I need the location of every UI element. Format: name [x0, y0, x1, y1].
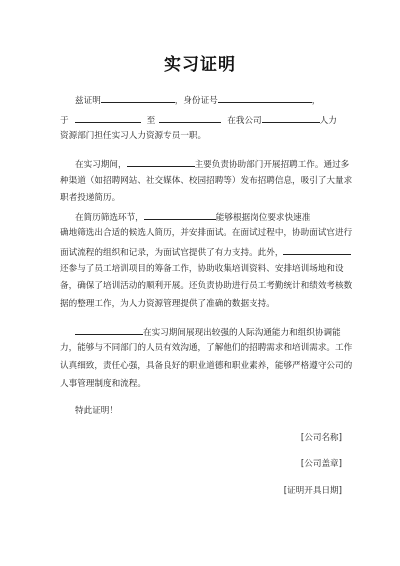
p3-line3: 认真细致，责任心强，具备良好的职业道德和职业素养，能够严格遵守公司的 [60, 361, 353, 371]
p2-line4: 在简历筛选环节， 能够根据岗位要求快速准 [75, 210, 310, 224]
intern-name-blank-1[interactable] [127, 157, 195, 167]
p3-line2: 力，能够与不同部门的人员有效沟通，了解他们的招聘需求和培训需求。工作 [60, 343, 353, 353]
name-blank[interactable] [101, 93, 175, 103]
p2-line7: 还参与了员工培训项目的筹备工作，协助收集培训资料、安排培训场地和设 [60, 264, 344, 274]
end-date-blank[interactable] [159, 113, 221, 123]
p2-line6: 面试流程的组织和记录，为面试官提供了有力支持。此外， [60, 245, 351, 259]
p3-line4: 人事管理制度和流程。 [60, 379, 146, 389]
start-date-blank[interactable] [75, 113, 141, 123]
document-title: 实习证明 [164, 55, 236, 75]
intern-name-blank-3[interactable] [283, 245, 351, 255]
p2-line2: 种渠道（如招聘网站、社交媒体、校园招聘等）发布招聘信息，吸引了大量求 [60, 176, 353, 186]
p2-line3: 职者投递简历。 [60, 193, 121, 203]
id-number-blank[interactable] [218, 93, 312, 103]
issue-date: [证明开具日期] [283, 486, 342, 496]
company-seal: [公司盖章] [300, 459, 342, 469]
p2-line9: 据的整理工作，为人力资源管理提供了准确的数据支持。 [60, 299, 275, 309]
p2-line1: 在实习期间， 主要负责协助部门开展招聘工作。通过多 [75, 157, 349, 171]
intern-name-blank-4[interactable] [75, 325, 143, 335]
p1-line1: 兹证明 ，身份证号 ， [75, 93, 320, 107]
p3-line1: 在实习期间展现出较强的人际沟通能力和组织协调能 [75, 325, 341, 339]
p1-line2: 于 至 在我公司 人力 [60, 113, 337, 127]
p2-line5: 确地筛选出合适的候选人简历，并安排面试。在面试过程中，协助面试官进行 [60, 228, 353, 238]
intern-name-blank-2[interactable] [144, 210, 216, 220]
company-name: [公司名称] [300, 433, 342, 443]
p1-line3: 资源部门担任实习人力资源专员一职。 [60, 131, 207, 141]
department-blank[interactable] [262, 113, 320, 123]
p2-line8: 备，确保了培训活动的顺利开展。还负责协助进行员工考勤统计和绩效考核数 [60, 281, 353, 291]
closing-text: 特此证明！ [75, 406, 118, 416]
